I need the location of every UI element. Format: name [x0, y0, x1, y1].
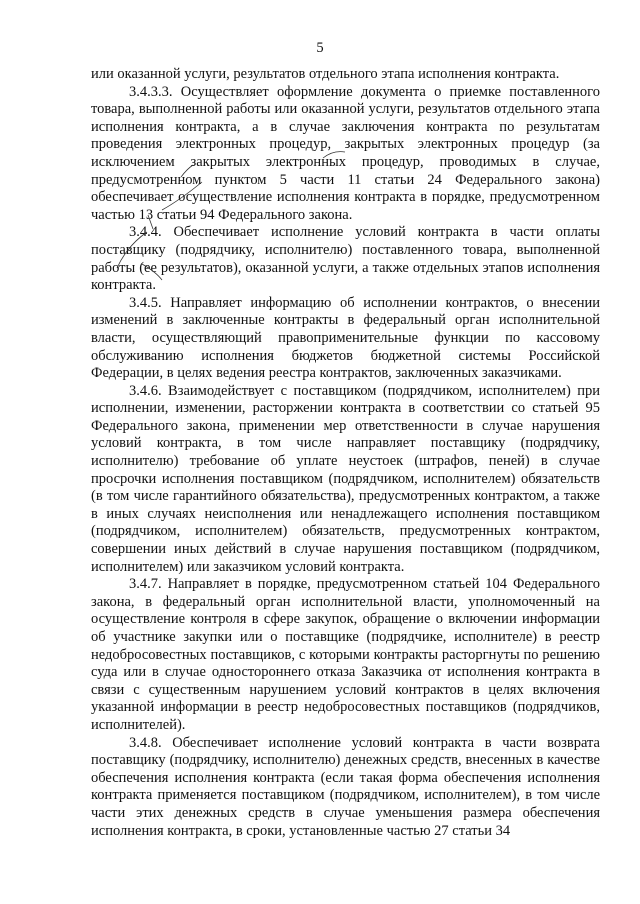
paragraph-3-4-8: 3.4.8. Обеспечивает исполнение условий контракта в части возврата поставщику (подрядчику, исполнителю) денежных средств, внесенных в качестве обеспечения исполнения контракта (если такая форма обеспечения исполнения контракта применяется поставщиком (подрядчиком, исполнителем), в том числе части этих денежных средств в случае уменьшения размера обеспечения исполнения контракта, в сроки, установленные частью 27 статьи 34 [91, 734, 600, 839]
paragraph-3-4-4: 3.4.4. Обеспечивает исполнение условий контракта в части оплаты поставщику (подрядчику, исполнителю) поставленного товара, выполненной работы (ее результатов), оказанной услуги, а также отдельных этапов исполнения контракта. [91, 224, 600, 294]
paragraph-3-4-7: 3.4.7. Направляет в порядке, предусмотренном статьей 104 Федерального закона, в федеральный орган исполнительной власти, уполномоченный на осуществление контроля в сфере закупок, обращение о включении информации об участнике закупки или о поставщике (подрядчике, исполнителе) в реестр недобросовестных поставщиков, с которыми контракты расторгнуты по решению суда или в случае одностороннего отказа Заказчика от исполнения контракта в связи с существенным нарушением условий контрактов в целях включения указанной информации в реестр недобросовестных поставщиков (подрядчиков, исполнителей). [91, 576, 600, 733]
paragraph-continuation: или оказанной услуги, результатов отдельного этапа исполнения контракта. [91, 66, 560, 82]
paragraph-3-4-6: 3.4.6. Взаимодействует с поставщиком (подрядчиком, исполнителем) при исполнении, изменении, расторжении контракта в соответствии со статьей 95 Федерального закона, применении мер ответственности в случае нарушения условий контракта, в том числе направляет поставщику (подрядчику, исполнителю) требование об уплате неустоек (штрафов, пеней) в случае просрочки исполнения поставщиком (подрядчиком, исполнителем) обязательств (в том числе гарантийного обязательства), предусмотренных контрактом, а также в иных случаях неисполнения или ненадлежащего исполнения поставщиком (подрядчиком, исполнителем) обязательств, предусмотренных контрактом, совершении иных действий в случае нарушения поставщиком (подрядчиком, исполнителем) или заказчиком условий контракта. [91, 382, 600, 575]
document-body [91, 66, 600, 840]
paragraph-3-4-3-3: 3.4.3.3. Осуществляет оформление документа о приемке поставленного товара, выполненной работы или оказанной услуги, результатов отдельного этапа исполнения контракта, а в случае заключения контракта по результатам проведения электронных процедур, закрытых электронных процедур (за исключением закрытых электронных процедур, проводимых в случае, предусмотренном пунктом 5 части 11 статьи 24 Федерального закона) обеспечивает осуществление исполнения контракта в порядке, предусмотренном частью 13 статьи 94 Федерального закона. [91, 83, 600, 223]
paragraph-3-4-5: 3.4.5. Направляет информацию об исполнении контрактов, о внесении изменений в заключенные контракты в федеральный орган исполнительной власти, осуществляющий правоприменительные функции по кассовому обслуживанию исполнения бюджетов бюджетной системы Российской Федерации, в целях ведения реестра контрактов, заключенных заказчиками. [91, 294, 600, 382]
page-number: 5 [316, 40, 324, 56]
